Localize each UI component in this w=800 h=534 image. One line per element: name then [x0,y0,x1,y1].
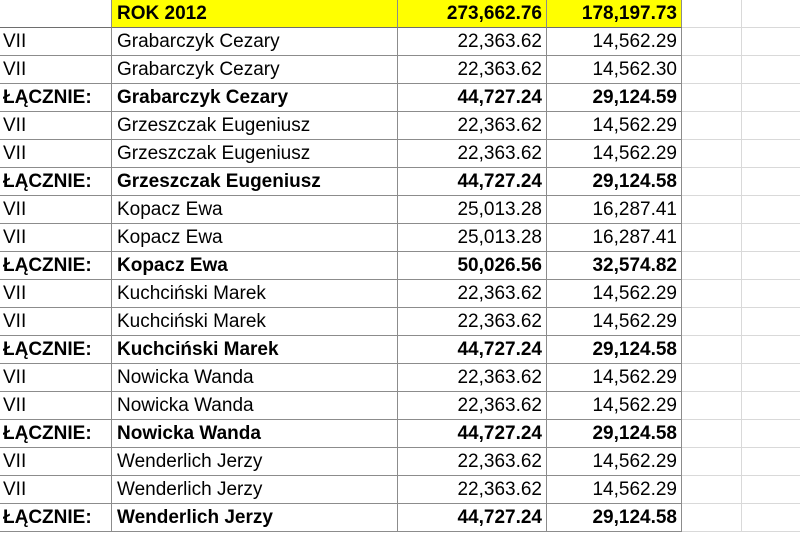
amount-c-cell[interactable]: 44,727.24 [398,336,547,364]
empty-cell[interactable] [682,28,742,56]
empty-cell[interactable] [742,0,800,28]
col-a-cell[interactable]: ŁĄCZNIE: [0,504,112,532]
empty-cell[interactable] [682,168,742,196]
name-cell[interactable]: Nowicka Wanda [112,364,398,392]
empty-cell[interactable] [682,0,742,28]
name-cell[interactable]: Wenderlich Jerzy [112,504,398,532]
name-cell[interactable]: Grabarczyk Cezary [112,84,398,112]
col-a-cell[interactable]: ŁĄCZNIE: [0,168,112,196]
empty-cell[interactable] [742,420,800,448]
col-a-cell[interactable]: VII [0,112,112,140]
empty-cell[interactable] [682,504,742,532]
amount-c-cell[interactable]: 22,363.62 [398,140,547,168]
empty-cell[interactable] [682,336,742,364]
table-row [0,448,800,476]
amount-c-cell[interactable]: 44,727.24 [398,84,547,112]
amount-c-cell[interactable]: 22,363.62 [398,392,547,420]
table-row [0,112,800,140]
empty-cell[interactable] [682,280,742,308]
empty-cell[interactable] [682,364,742,392]
empty-cell[interactable] [742,504,800,532]
name-cell[interactable]: Kuchciński Marek [112,280,398,308]
col-a-cell[interactable]: VII [0,364,112,392]
total-row [0,420,800,448]
col-a-cell[interactable]: VII [0,280,112,308]
col-a-cell[interactable]: VII [0,392,112,420]
col-a-cell[interactable]: VII [0,224,112,252]
amount-c-cell[interactable]: 22,363.62 [398,56,547,84]
table-row [0,476,800,504]
amount-d-cell[interactable]: 14,562.29 [547,392,682,420]
amount-d-cell[interactable]: 29,124.58 [547,336,682,364]
amount-d-cell[interactable]: 14,562.29 [547,28,682,56]
table-row [0,28,800,56]
amount-d-cell[interactable]: 29,124.58 [547,504,682,532]
amount-c-cell[interactable]: 22,363.62 [398,112,547,140]
amount-d-cell[interactable]: 16,287.41 [547,224,682,252]
amount-c-cell[interactable]: 44,727.24 [398,420,547,448]
empty-cell[interactable] [682,476,742,504]
table-row [0,364,800,392]
header-title-cell[interactable]: ROK 2012 [112,0,398,28]
amount-d-cell[interactable]: 29,124.59 [547,84,682,112]
total-row [0,336,800,364]
empty-cell[interactable] [682,84,742,112]
amount-c-cell[interactable]: 25,013.28 [398,224,547,252]
amount-c-cell[interactable]: 22,363.62 [398,364,547,392]
name-cell[interactable]: Nowicka Wanda [112,392,398,420]
table-row [0,56,800,84]
amount-c-cell[interactable]: 22,363.62 [398,448,547,476]
name-cell[interactable]: Kuchciński Marek [112,308,398,336]
empty-cell[interactable] [742,84,800,112]
col-a-cell[interactable]: ŁĄCZNIE: [0,252,112,280]
header-sum-c-cell[interactable]: 273,662.76 [398,0,547,28]
amount-d-cell[interactable]: 14,562.29 [547,364,682,392]
empty-cell[interactable] [742,252,800,280]
empty-cell[interactable] [682,224,742,252]
amount-c-cell[interactable]: 44,727.24 [398,168,547,196]
table-row [0,392,800,420]
empty-cell[interactable] [682,448,742,476]
total-row [0,504,800,532]
amount-d-cell[interactable]: 14,562.29 [547,308,682,336]
amount-d-cell[interactable]: 29,124.58 [547,168,682,196]
amount-c-cell[interactable]: 25,013.28 [398,196,547,224]
empty-cell[interactable] [742,224,800,252]
name-cell[interactable]: Wenderlich Jerzy [112,476,398,504]
amount-d-cell[interactable]: 14,562.30 [547,56,682,84]
empty-cell[interactable] [742,28,800,56]
empty-cell[interactable] [742,308,800,336]
name-cell[interactable]: Grzeszczak Eugeniusz [112,168,398,196]
col-a-cell[interactable]: ŁĄCZNIE: [0,420,112,448]
empty-cell[interactable] [742,140,800,168]
table-row [0,308,800,336]
name-cell[interactable]: Kuchciński Marek [112,336,398,364]
empty-cell[interactable] [742,392,800,420]
name-cell[interactable]: Grabarczyk Cezary [112,56,398,84]
col-a-cell[interactable]: VII [0,28,112,56]
amount-c-cell[interactable]: 22,363.62 [398,308,547,336]
empty-cell[interactable] [742,56,800,84]
empty-cell[interactable] [742,196,800,224]
amount-d-cell[interactable]: 14,562.29 [547,448,682,476]
amount-d-cell[interactable]: 14,562.29 [547,112,682,140]
col-a-cell[interactable]: VII [0,56,112,84]
empty-cell[interactable] [682,420,742,448]
total-row [0,252,800,280]
empty-cell[interactable] [682,252,742,280]
empty-cell[interactable] [742,336,800,364]
name-cell[interactable]: Grzeszczak Eugeniusz [112,112,398,140]
header-cell-a[interactable] [0,0,112,28]
name-cell[interactable]: Kopacz Ewa [112,252,398,280]
col-a-cell[interactable]: VII [0,196,112,224]
empty-cell[interactable] [742,112,800,140]
col-a-cell[interactable]: ŁĄCZNIE: [0,336,112,364]
amount-c-cell[interactable]: 22,363.62 [398,280,547,308]
amount-d-cell[interactable]: 32,574.82 [547,252,682,280]
empty-cell[interactable] [742,476,800,504]
name-cell[interactable]: Wenderlich Jerzy [112,448,398,476]
amount-c-cell[interactable]: 50,026.56 [398,252,547,280]
name-cell[interactable]: Kopacz Ewa [112,196,398,224]
table-row [0,224,800,252]
col-a-cell[interactable]: VII [0,476,112,504]
amount-d-cell[interactable]: 14,562.29 [547,280,682,308]
amount-d-cell[interactable]: 14,562.29 [547,140,682,168]
total-row [0,84,800,112]
table-row [0,280,800,308]
name-cell[interactable]: Nowicka Wanda [112,420,398,448]
total-row [0,168,800,196]
empty-cell[interactable] [682,112,742,140]
header-row [0,0,800,28]
empty-cell[interactable] [682,196,742,224]
amount-d-cell[interactable]: 16,287.41 [547,196,682,224]
empty-cell[interactable] [682,308,742,336]
empty-cell[interactable] [742,448,800,476]
name-cell[interactable]: Grzeszczak Eugeniusz [112,140,398,168]
amount-c-cell[interactable]: 44,727.24 [398,504,547,532]
amount-c-cell[interactable]: 22,363.62 [398,28,547,56]
amount-d-cell[interactable]: 29,124.58 [547,420,682,448]
empty-cell[interactable] [742,280,800,308]
empty-cell[interactable] [682,392,742,420]
empty-cell[interactable] [682,56,742,84]
table-row [0,140,800,168]
col-a-cell[interactable]: VII [0,448,112,476]
col-a-cell[interactable]: VII [0,140,112,168]
amount-c-cell[interactable]: 22,363.62 [398,476,547,504]
empty-cell[interactable] [682,140,742,168]
name-cell[interactable]: Kopacz Ewa [112,224,398,252]
col-a-cell[interactable]: VII [0,308,112,336]
table-row [0,196,800,224]
name-cell[interactable]: Grabarczyk Cezary [112,28,398,56]
empty-cell[interactable] [742,168,800,196]
col-a-cell[interactable]: ŁĄCZNIE: [0,84,112,112]
amount-d-cell[interactable]: 14,562.29 [547,476,682,504]
empty-cell[interactable] [742,364,800,392]
header-sum-d-cell[interactable]: 178,197.73 [547,0,682,28]
